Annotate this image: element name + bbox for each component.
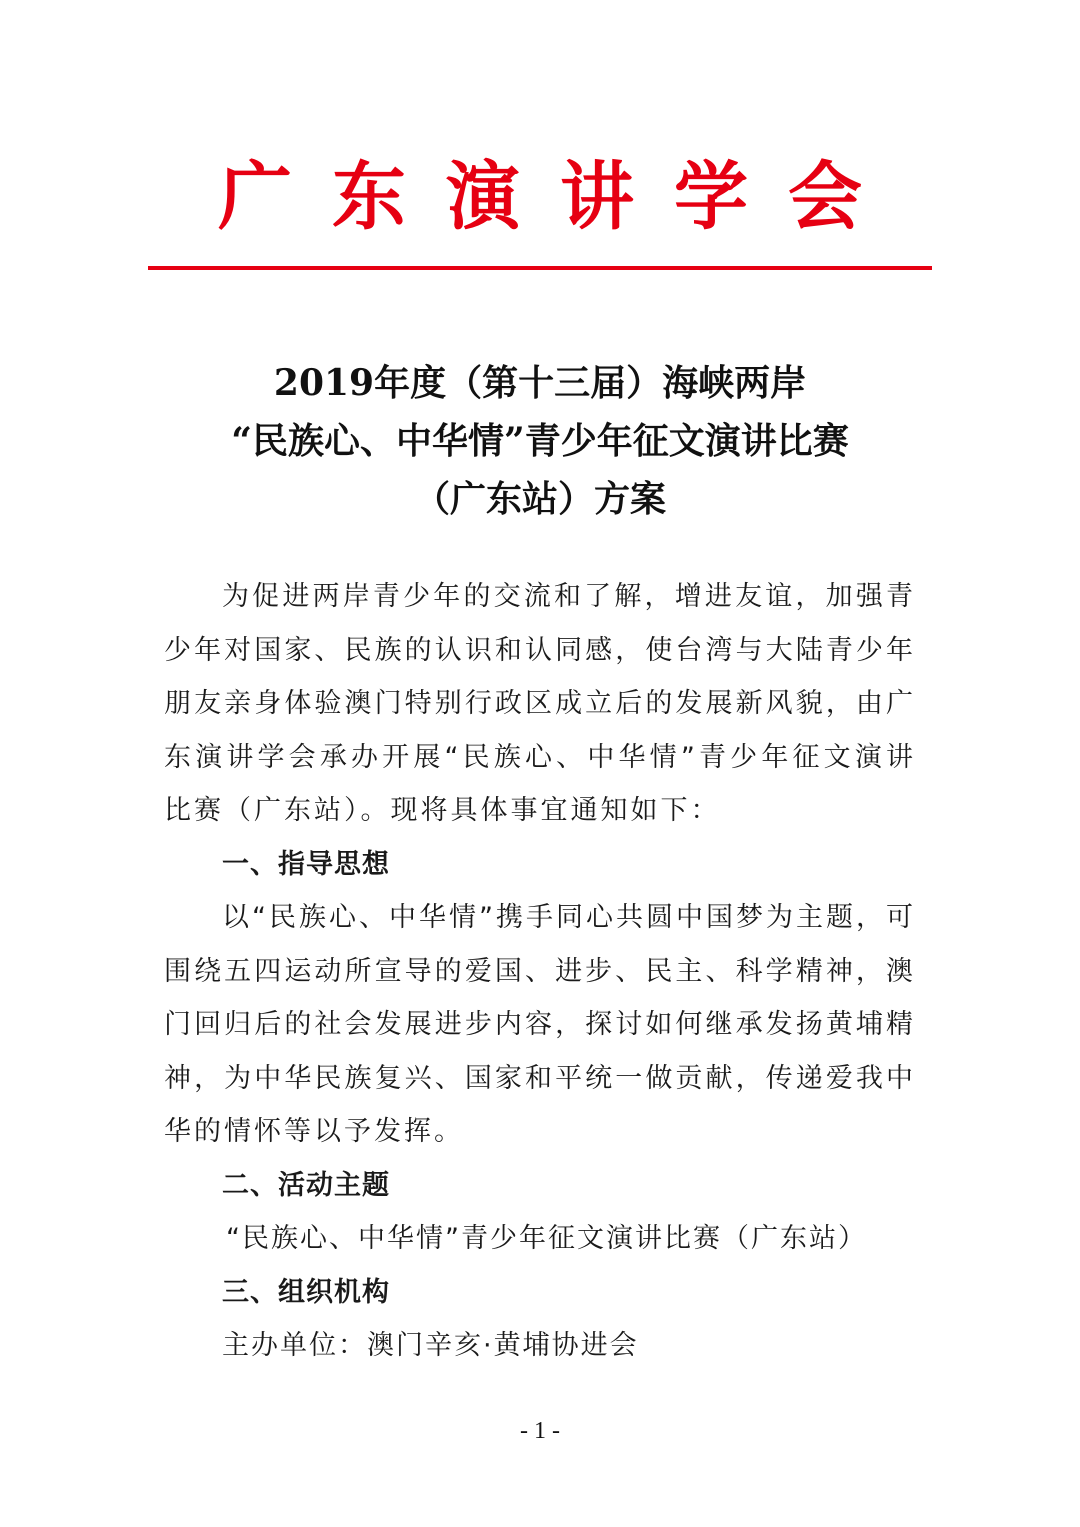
section-3-heading: 三、组织机构 <box>222 1276 390 1308</box>
section-3-host: 主办单位：澳门辛亥·黄埔协进会 <box>222 1330 639 1361</box>
section-2-heading: 二、活动主题 <box>222 1169 390 1201</box>
section-1-paragraph: 以“民族心、中华情”携手同心共圆中国梦为主题，可围绕五四运动所宣导的爱国、进步、民主、科学精神，澳门回归后的社会发展进步内容，探讨如何继承发扬黄埔精神，为中华民族复兴、国家和平统一做贡献，传递爱我中华的情怀等以予发挥。 <box>164 902 916 1147</box>
title-line-1: 2019年度（第十三届）海峡两岸 <box>273 362 807 404</box>
title-line-2: “民族心、中华情”青少年征文演讲比赛 <box>231 420 849 462</box>
page-number: - 1 - <box>520 1418 560 1444</box>
letterhead-org-name: 广东演讲学会 <box>218 154 902 240</box>
document-body <box>164 570 916 1373</box>
document-title <box>110 354 970 528</box>
title-line-3: （广东站）方案 <box>413 478 666 520</box>
letterhead-red-rule <box>148 266 932 270</box>
section-1-heading: 一、指导思想 <box>222 848 390 880</box>
intro-paragraph: 为促进两岸青少年的交流和了解，增进友谊，加强青少年对国家、民族的认识和认同感，使台湾与大陆青少年朋友亲身体验澳门特别行政区成立后的发展新风貌，由广东演讲学会承办开展“民族心、中华情”青少年征文演讲比赛（广东站）。现将具体事宜通知如下： <box>164 581 916 826</box>
section-2-theme: “民族心、中华情”青少年征文演讲比赛（广东站） <box>226 1223 867 1254</box>
